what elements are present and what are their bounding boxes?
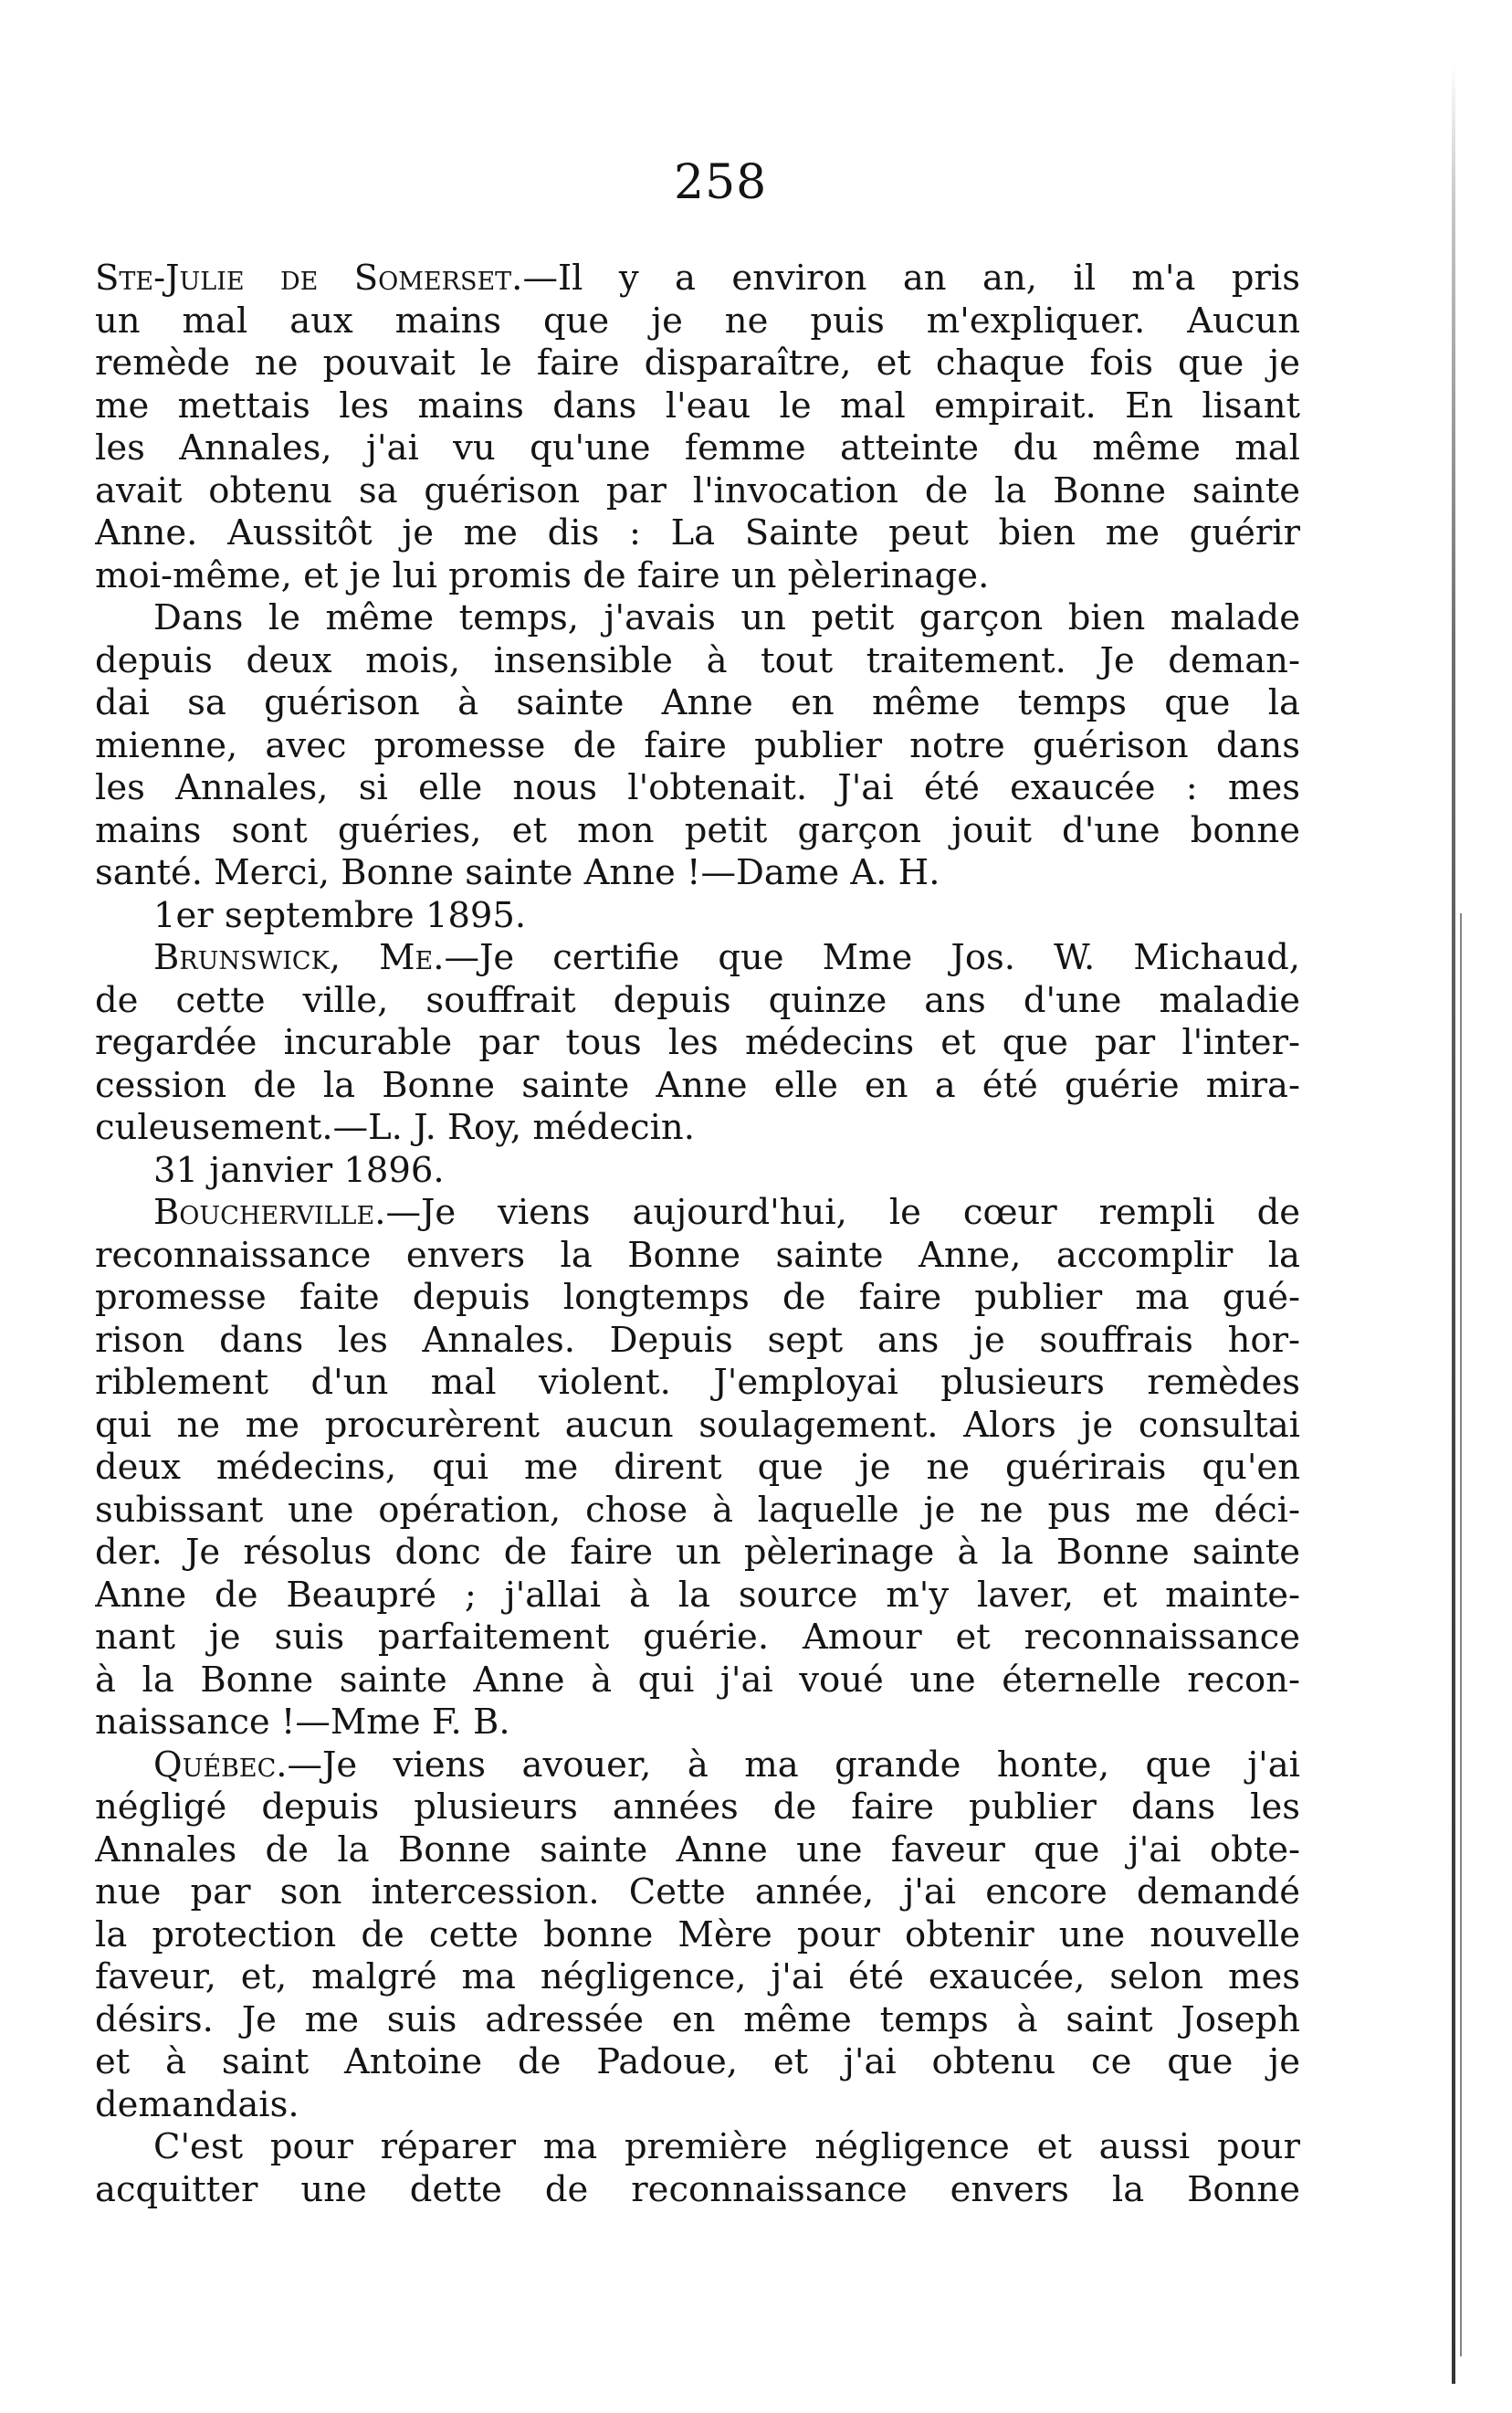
- line-text: acquitter une dette de reconnaissance envers la Bonne: [95, 2168, 1300, 2210]
- text-line: [95, 1065, 1300, 1108]
- line-text: 31 janvier 1896.: [153, 1149, 445, 1191]
- text-line: [95, 767, 1300, 810]
- line-text: regardée incurable par tous les médecins et que par l'inter-: [95, 1022, 1300, 1063]
- line-text: les Annales, si elle nous l'obtenait. J'ai été exaucée : mes: [95, 767, 1300, 808]
- line-text: Dans le même temps, j'avais un petit garçon bien malade: [153, 597, 1300, 638]
- text-line: [95, 470, 1300, 513]
- line-text: Annales de la Bonne sainte Anne une faveur que j'ai obte-: [95, 1828, 1300, 1870]
- text-line: [95, 1660, 1300, 1702]
- text-line: [95, 1150, 1300, 1193]
- line-text: subissant une opération, chose à laquelle je ne pus me déci-: [95, 1489, 1300, 1531]
- text-line: [95, 597, 1300, 640]
- line-text: remède ne pouvait le faire disparaître, et chaque fois que je: [95, 342, 1300, 384]
- line-text: négligé depuis plusieurs années de faire publier dans les: [95, 1786, 1300, 1828]
- line-text: mains sont guéries, et mon petit garçon jouit d'une bonne: [95, 809, 1300, 851]
- text-line: [95, 1405, 1300, 1448]
- line-text: avait obtenu sa guérison par l'invocation de la Bonne sainte: [95, 469, 1300, 511]
- text-line: [95, 980, 1300, 1023]
- page-number: 258: [674, 155, 768, 210]
- text-line: [95, 1871, 1300, 1914]
- line-text: et à saint Antoine de Padoue, et j'ai obtenu ce que je: [95, 2041, 1300, 2082]
- line-text: naissance !—Mme F. B.: [95, 1702, 510, 1743]
- line-text: reconnaissance envers la Bonne sainte Anne, accomplir la: [95, 1234, 1300, 1276]
- text-line: [95, 1999, 1300, 2042]
- text-line: [95, 1914, 1300, 1957]
- text-line: [95, 512, 1300, 555]
- line-text: Anne de Beaupré ; j'allai à la source m'y laver, et mainte-: [95, 1574, 1300, 1616]
- text-line: [95, 555, 1300, 598]
- line-text: —Il y a environ an an, il m'a pris: [522, 258, 1300, 299]
- line-text: rison dans les Annales. Depuis sept ans je souffrais hor-: [95, 1319, 1300, 1361]
- line-text: faveur, et, malgré ma négligence, j'ai été exaucée, selon mes: [95, 1956, 1300, 1997]
- line-text: mienne, avec promesse de faire publier notre guérison dans: [95, 724, 1300, 766]
- text-line: [95, 1490, 1300, 1533]
- line-text: 1er septembre 1895.: [153, 894, 527, 936]
- text-line: [95, 1107, 1300, 1150]
- line-text: der. Je résolus donc de faire un pèlerinage à la Bonne sainte: [95, 1532, 1300, 1573]
- line-text: santé. Merci, Bonne sainte Anne !—Dame A. H.: [95, 852, 940, 893]
- text-line: [95, 1829, 1300, 1872]
- line-text: Anne. Aussitôt je me dis : La Sainte peut bien me guérir: [95, 512, 1300, 553]
- scan-edge-line: [1460, 913, 1462, 2356]
- text-line: [95, 1022, 1300, 1065]
- line-text: nant je suis parfaitement guérie. Amour et reconnaissance: [95, 1617, 1300, 1658]
- line-text: la protection de cette bonne Mère pour obtenir une nouvelle: [95, 1913, 1300, 1955]
- line-text: moi-même, et je lui promis de faire un pèlerinage.: [95, 554, 990, 596]
- line-text: me mettais les mains dans l'eau le mal empirait. En lisant: [95, 385, 1300, 427]
- entry-location: Québec.: [153, 1744, 288, 1786]
- text-line: [95, 258, 1300, 300]
- scan-edge-shadow: [1452, 64, 1455, 2384]
- line-text: demandais.: [95, 2083, 299, 2125]
- line-text: désirs. Je me suis adressée en même temps à saint Joseph: [95, 1998, 1300, 2040]
- line-text: promesse faite depuis longtemps de faire publier ma gué-: [95, 1277, 1300, 1318]
- line-text: —Je viens avouer, à ma grande honte, que j'ai: [287, 1744, 1300, 1786]
- line-text: nue par son intercession. Cette année, j'ai encore demandé: [95, 1871, 1300, 1912]
- entry-location: Brunswick, Me.: [153, 937, 445, 978]
- text-line: [95, 2126, 1300, 2169]
- text-line: [95, 852, 1300, 895]
- text-line: [95, 1786, 1300, 1829]
- line-text: deux médecins, qui me dirent que je ne guérirais qu'en: [95, 1447, 1300, 1488]
- text-line: [95, 2169, 1300, 2212]
- entry-location: Boucherville.: [153, 1192, 386, 1233]
- text-line: [95, 1956, 1300, 1999]
- entry-location: Ste-Julie de Somerset.: [95, 258, 523, 299]
- text-line: [95, 640, 1300, 683]
- line-text: depuis deux mois, insensible à tout traitement. Je deman-: [95, 639, 1300, 681]
- text-line: [95, 725, 1300, 768]
- line-text: C'est pour réparer ma première négligence et aussi pour: [153, 2126, 1300, 2167]
- text-line: [95, 427, 1300, 470]
- line-text: qui ne me procurèrent aucun soulagement. Alors je consultai: [95, 1404, 1300, 1446]
- text-line: [95, 1447, 1300, 1490]
- text-line: [95, 300, 1300, 343]
- text-line: [95, 385, 1300, 428]
- line-text: un mal aux mains que je ne puis m'expliquer. Aucun: [95, 300, 1300, 342]
- text-line: [95, 1744, 1300, 1787]
- text-line: [95, 1362, 1300, 1405]
- text-line: [95, 2084, 1300, 2127]
- text-line: [95, 1235, 1300, 1278]
- line-text: à la Bonne sainte Anne à qui j'ai voué une éternelle recon-: [95, 1659, 1300, 1701]
- text-line: [95, 1617, 1300, 1660]
- text-line: [95, 2041, 1300, 2084]
- line-text: culeusement.—L. J. Roy, médecin.: [95, 1107, 695, 1148]
- line-text: —Je viens aujourd'hui, le cœur rempli de: [385, 1192, 1300, 1233]
- text-line: [95, 1277, 1300, 1320]
- line-text: riblement d'un mal violent. J'employai plusieurs remèdes: [95, 1362, 1300, 1403]
- text-line: [95, 1702, 1300, 1744]
- line-text: —Je certifie que Mme Jos. W. Michaud,: [444, 937, 1300, 978]
- line-text: dai sa guérison à sainte Anne en même temps que la: [95, 682, 1300, 723]
- line-text: cession de la Bonne sainte Anne elle en a été guérie mira-: [95, 1064, 1300, 1106]
- line-text: de cette ville, souffrait depuis quinze ans d'une maladie: [95, 979, 1300, 1021]
- text-line: [95, 895, 1300, 938]
- text-line: [95, 810, 1300, 853]
- text-line: [95, 937, 1300, 980]
- body-text: [95, 258, 1300, 2211]
- text-line: [95, 1320, 1300, 1363]
- text-line: [95, 1192, 1300, 1235]
- text-line: [95, 1575, 1300, 1617]
- text-line: [95, 1532, 1300, 1575]
- text-line: [95, 342, 1300, 385]
- line-text: les Annales, j'ai vu qu'une femme atteinte du même mal: [95, 427, 1300, 469]
- text-line: [95, 682, 1300, 725]
